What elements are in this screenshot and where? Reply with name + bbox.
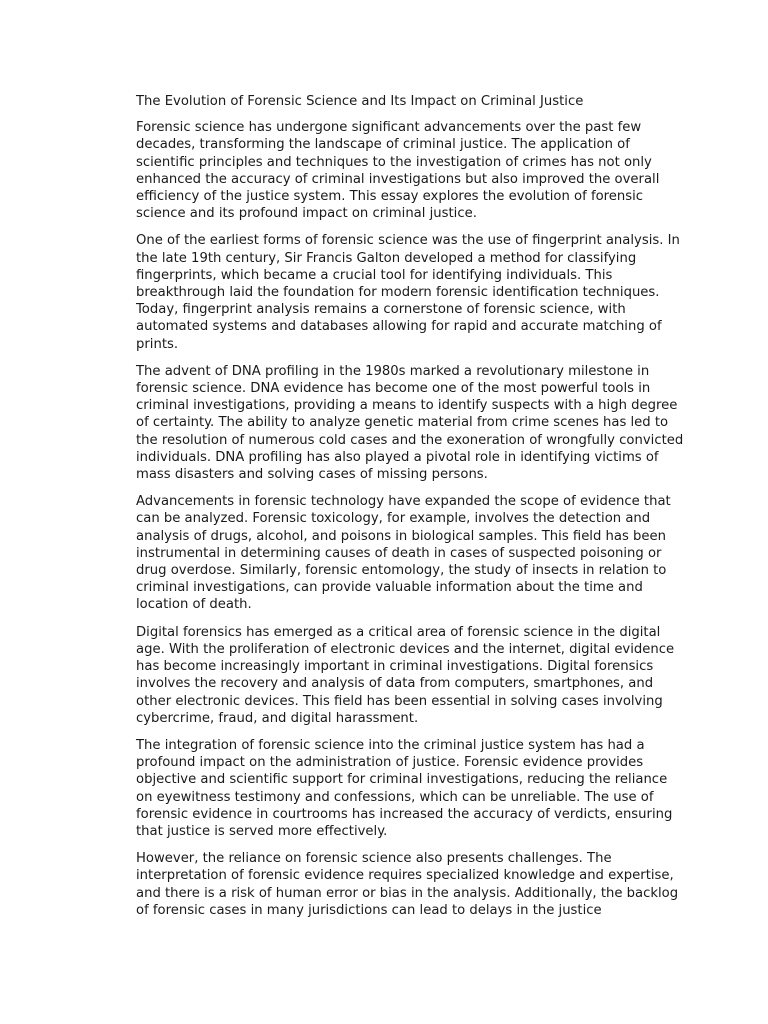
paragraph-intro: Forensic science has undergone significant advancements over the past few decades, transforming the landscape of criminal justice. The application of scientific principles and techniques to the investigation of crimes has not only enhanced the accuracy of criminal investigations but also improved the overall efficiency of the justice system. This essay explores the evolution of forensic science and its profound impact on criminal justice. <box>136 120 660 222</box>
paragraph-digital-forensics: Digital forensics has emerged as a critical area of forensic science in the digital age. With the proliferation of electronic devices and the internet, digital evidence has become increasingly important in criminal investigations. Digital forensics involves the recovery and analysis of data from computers, smartphones, and other electronic devices. This field has been essential in solving cases involving cybercrime, fraud, and digital harassment. <box>136 624 675 726</box>
paragraph-challenges: However, the reliance on forensic science also presents challenges. The interpretation of forensic evidence requires specialized knowledge and expertise, and there is a risk of human error or bias in the analysis. Additionally, the backlog of forensic cases in many jurisdictions can lead to delays in the justice <box>136 851 679 918</box>
document-page <box>136 93 684 929</box>
paragraph-technology: Advancements in forensic technology have expanded the scope of evidence that can be analyzed. Forensic toxicology, for example, involves the detection and analysis of drugs, alcohol, and poisons in biological samples. This field has been instrumental in determining causes of death in cases of suspected poisoning or drug overdose. Similarly, forensic entomology, the study of insects in relation to criminal investigations, can provide valuable information about the time and location of death. <box>136 494 671 613</box>
paragraph-dna: The advent of DNA profiling in the 1980s marked a revolutionary milestone in forensic science. DNA evidence has become one of the most powerful tools in criminal investigations, providing a means to identify suspects with a high degree of certainty. The ability to analyze genetic material from crime scenes has led to the resolution of numerous cold cases and the exoneration of wrongfully convicted individuals. DNA profiling has also played a pivotal role in identifying victims of mass disasters and solving cases of missing persons. <box>136 363 684 483</box>
paragraph-fingerprint: One of the earliest forms of forensic science was the use of fingerprint analysis. In the late 19th century, Sir Francis Galton developed a method for classifying fingerprints, which became a crucial tool for identifying individuals. This breakthrough laid the foundation for modern forensic identification techniques. Today, fingerprint analysis remains a cornerstone of forensic science, with automated systems and databases allowing for rapid and accurate matching of prints. <box>136 233 680 352</box>
paragraph-integration: The integration of forensic science into the criminal justice system has had a profound impact on the administration of justice. Forensic evidence provides objective and scientific support for criminal investigations, reducing the reliance on eyewitness testimony and confessions, which can be unreliable. The use of forensic evidence in courtrooms has increased the accuracy of verdicts, ensuring that justice is served more effectively. <box>136 737 673 839</box>
document-title: The Evolution of Forensic Science and Its Impact on Criminal Justice <box>136 94 584 109</box>
